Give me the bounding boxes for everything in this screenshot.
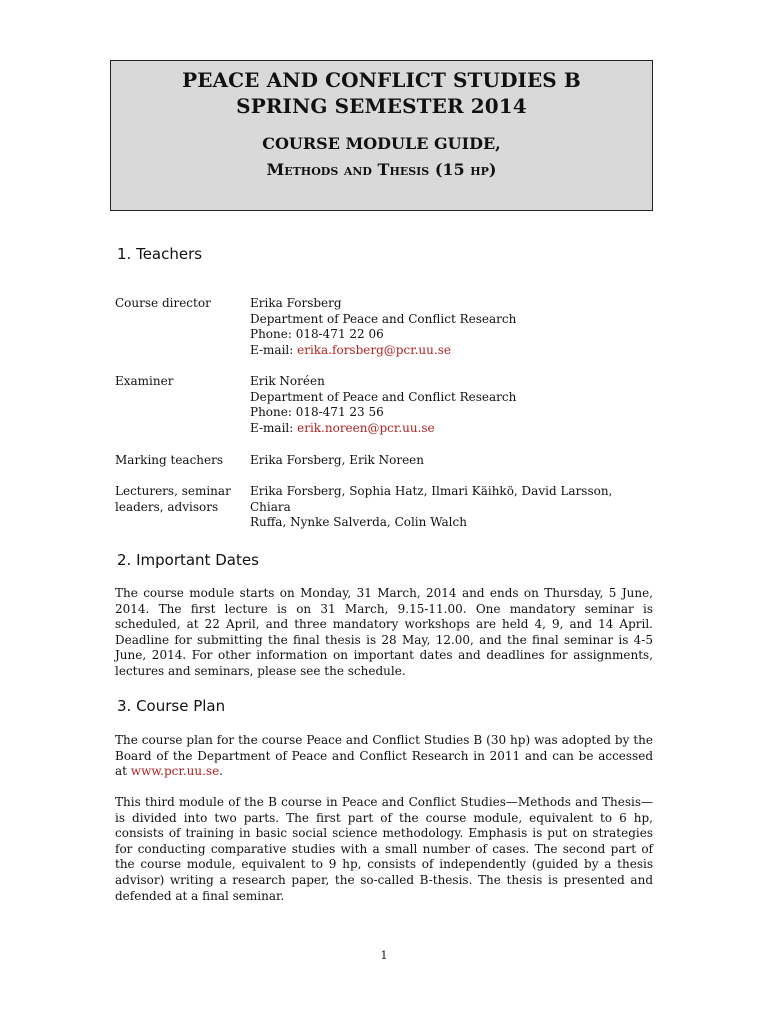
document-subtitle — [111, 131, 652, 183]
examiner-dept: Department of Peace and Conflict Research — [250, 389, 517, 404]
examiner-email-line — [250, 421, 655, 437]
document-title — [111, 67, 652, 119]
director-email-line — [250, 343, 655, 359]
lecturers-value-line-1: Erika Forsberg, Sophia Hatz, Ilmari Käihkö, David Larsson, Chiara — [250, 484, 613, 514]
heading-important-dates: 2. Important Dates — [117, 551, 259, 569]
lecturers-label-line-2: leaders, advisors — [115, 499, 219, 514]
course-plan-paragraph-1 — [115, 733, 653, 780]
director-email-link[interactable]: erika.forsberg@pcr.uu.se — [297, 342, 451, 357]
examiner-email-prefix: E-mail: — [250, 420, 298, 435]
director-phone: Phone: 018-471 22 06 — [250, 327, 384, 342]
course-director-label: Course director — [115, 296, 211, 310]
director-dept: Department of Peace and Conflict Research — [250, 311, 517, 326]
course-director-details — [250, 296, 655, 358]
director-email-prefix: E-mail: — [250, 342, 298, 357]
lecturers-label-line-1: Lecturers, seminar — [115, 484, 231, 498]
marking-teachers-value: Erika Forsberg, Erik Noreen — [250, 453, 425, 467]
lecturers-label — [115, 484, 245, 515]
examiner-label: Examiner — [115, 374, 174, 388]
examiner-name: Erik Noréen — [250, 374, 325, 388]
page-number: 1 — [380, 949, 388, 962]
course-plan-text-end: . — [219, 764, 223, 779]
marking-teachers-label: Marking teachers — [115, 453, 224, 467]
title-box — [110, 60, 653, 211]
director-name: Erika Forsberg — [250, 296, 342, 310]
important-dates-paragraph: The course module starts on Monday, 31 March, 2014 and ends on Thursday, 5 June, 2014. The first lecture is on 31 March, 9.15-11.00. One mandatory seminar is scheduled, at 22 April, and three mandatory workshops are held 4, 9, and 14 April. Deadline for submitting the final thesis is 28 May, 12.00, and the final seminar is 4-5 June, 2014. For other information on important dates and deadlines for assignments, lectures and seminars, please see the schedule. — [115, 586, 653, 678]
examiner-details — [250, 374, 655, 436]
heading-course-plan: 3. Course Plan — [117, 697, 226, 715]
title-line-2: SPRING SEMESTER 2014 — [236, 94, 527, 118]
subtitle-line-2: Methods and Thesis (15 hp) — [266, 160, 497, 179]
title-line-1: PEACE AND CONFLICT STUDIES B — [182, 68, 581, 92]
heading-teachers: 1. Teachers — [117, 245, 203, 263]
lecturers-value — [250, 484, 655, 531]
lecturers-value-line-2: Ruffa, Nynke Salverda, Colin Walch — [250, 515, 467, 530]
course-plan-paragraph-2: This third module of the B course in Peace and Conflict Studies—Methods and Thesis—is divided into two parts. The first part of the course module, equivalent to 6 hp, consists of training in basic social science methodology. Emphasis is put on strategies for conducting comparative studies with a small number of cases. The second part of the course module, equivalent to 9 hp, consists of independently (guided by a thesis advisor) writing a research paper, the so-called B-thesis. The thesis is presented and defended at a final seminar. — [115, 795, 653, 903]
subtitle-line-1: COURSE MODULE GUIDE, — [262, 134, 501, 153]
examiner-email-link[interactable]: erik.noreen@pcr.uu.se — [297, 420, 435, 435]
examiner-phone: Phone: 018-471 23 56 — [250, 405, 384, 420]
course-plan-text: The course plan for the course Peace and Conflict Studies B (30 hp) was adopted by the Board of the Department of Peace and Conflict Research in 2011 and can be accessed at — [115, 733, 653, 779]
pcr-website-link[interactable]: www.pcr.uu.se — [130, 764, 220, 779]
